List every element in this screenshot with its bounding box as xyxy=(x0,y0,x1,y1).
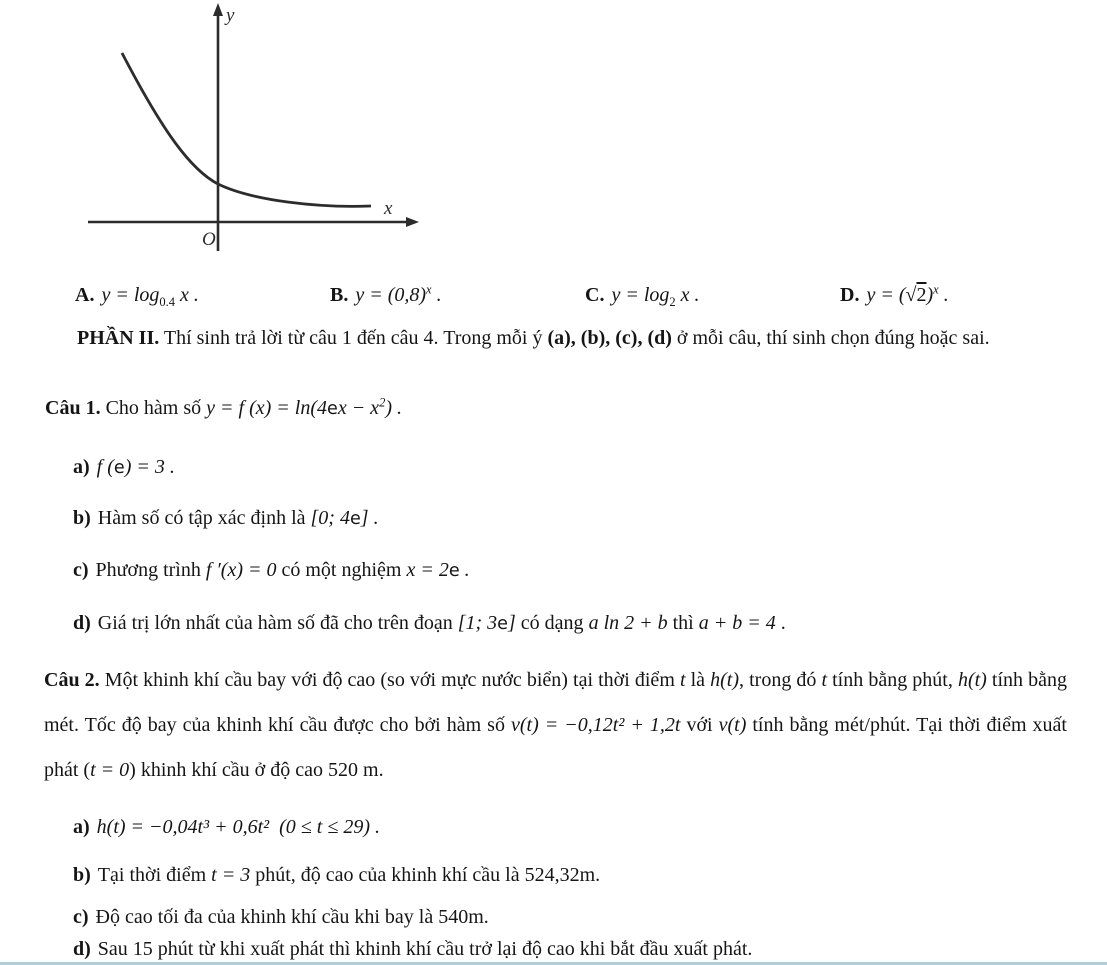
exponential-curve xyxy=(122,53,371,206)
item-label: c) xyxy=(73,559,89,581)
x-axis-label: x xyxy=(384,198,393,219)
math-run: [1; 3 xyxy=(457,612,498,634)
text-run: có dạng xyxy=(515,612,589,634)
cau2-label: Câu 2. xyxy=(44,669,100,691)
option-d-exponent: x xyxy=(933,282,939,297)
math-run: a ln 2 + b xyxy=(588,612,668,634)
text-run: Hàm số có tập xác định là xyxy=(97,507,311,529)
x-axis-arrow-icon xyxy=(406,217,419,227)
math-run: t = 3 xyxy=(211,864,251,886)
math-run: h(t) xyxy=(710,669,740,691)
option-c-formula: y = log xyxy=(611,284,670,306)
cau2-item-d xyxy=(73,938,752,961)
text-run: có một nghiệm xyxy=(276,559,407,581)
math-run: f ′(x) = 0 xyxy=(205,559,277,581)
euler-e: e xyxy=(113,458,125,478)
euler-e: e xyxy=(349,509,361,529)
option-d-radicand: 2 xyxy=(916,284,927,306)
cau1-exponent: 2 xyxy=(379,395,386,410)
text-run: . xyxy=(775,612,786,634)
cau1-formula-1: y = f (x) = ln(4 xyxy=(206,397,327,419)
item-label: d) xyxy=(73,612,91,634)
option-a-formula-end: x . xyxy=(175,284,199,306)
item-label: b) xyxy=(73,507,91,529)
option-d xyxy=(840,284,949,307)
origin-label: O xyxy=(202,229,216,250)
cau1-formula-3: ) . xyxy=(385,397,402,419)
math-run: h(t) = −0,04t³ + 0,6t² (0 ≤ t ≤ 29) . xyxy=(96,816,380,838)
text-run: Tại thời điểm xyxy=(97,864,212,886)
cau2-item-b xyxy=(73,864,600,887)
math-run: a + b = 4 xyxy=(698,612,776,634)
function-graph xyxy=(85,0,425,255)
cau1-item-b xyxy=(73,507,379,530)
option-d-label: D. xyxy=(840,284,860,306)
y-axis-arrow-icon xyxy=(213,3,223,16)
text-run: , trong đó xyxy=(739,669,822,691)
text-run: Một khinh khí cầu bay với độ cao (so với mực nước biển) tại thời điểm xyxy=(99,669,680,691)
math-run: [0; 4 xyxy=(310,507,350,529)
math-run: t xyxy=(679,669,686,691)
option-d-formula-end: . xyxy=(938,284,949,306)
cau1-text: Cho hàm số xyxy=(100,397,207,419)
text-run: thì xyxy=(667,612,699,634)
math-run: f ( xyxy=(96,456,114,478)
cau2-item-c xyxy=(73,906,489,929)
math-run: ] . xyxy=(360,507,379,529)
text-run: tính bằng mét. Tốc độ bay của khinh khí cầu được cho bởi hàm số xyxy=(44,669,1067,736)
euler-e: e xyxy=(326,399,338,419)
cau1-item-c xyxy=(73,559,470,582)
option-b-formula-end: . xyxy=(431,284,442,306)
option-c xyxy=(585,284,700,307)
sqrt-icon: √ xyxy=(905,284,917,306)
part2-instructions xyxy=(44,322,1067,354)
option-b-label: B. xyxy=(330,284,349,306)
math-run: h(t) xyxy=(957,669,987,691)
math-run: v(t) = −0,12t² + 1,2t xyxy=(510,714,681,736)
cau2-header xyxy=(44,658,1067,793)
option-a-label: A. xyxy=(75,284,95,306)
euler-e: e xyxy=(448,561,460,581)
part2-bold-items: (a), (b), (c), (d) xyxy=(547,327,672,349)
part2-text-1: Thí sinh trả lời từ câu 1 đến câu 4. Trong mỗi ý xyxy=(159,327,548,349)
item-label: d) xyxy=(73,938,91,960)
text-run: tính bằng phút, xyxy=(827,669,958,691)
option-c-subscript: 2 xyxy=(669,295,676,309)
math-run: t xyxy=(821,669,828,691)
text-run: với xyxy=(680,714,719,736)
cau1-item-d xyxy=(73,612,786,635)
option-a xyxy=(75,284,199,307)
text-run: Độ cao tối đa của khinh khí cầu khi bay là 540m. xyxy=(95,906,489,928)
cau1-header xyxy=(45,397,402,420)
math-run: v(t) xyxy=(718,714,747,736)
cau1-label: Câu 1. xyxy=(45,397,101,419)
math-run: ) = 3 . xyxy=(124,456,175,478)
text-run: Giá trị lớn nhất của hàm số đã cho trên đoạn xyxy=(97,612,458,634)
option-b xyxy=(330,284,442,307)
part2-heading: PHẦN II. xyxy=(77,327,160,349)
text-run: Phương trình xyxy=(95,559,206,581)
text-run: ) khinh khí cầu ở độ cao 520 m. xyxy=(129,759,384,781)
y-axis-label: y xyxy=(226,5,235,26)
math-run: x = 2 xyxy=(406,559,449,581)
cau2-item-a xyxy=(73,816,380,839)
item-label: a) xyxy=(73,816,90,838)
item-label: c) xyxy=(73,906,89,928)
option-d-formula: y = ( xyxy=(866,284,906,306)
option-c-label: C. xyxy=(585,284,605,306)
part2-text-2: ở mỗi câu, thí sinh chọn đúng hoặc sai. xyxy=(671,327,990,349)
cau1-item-a xyxy=(73,456,175,479)
text-run: Sau 15 phút từ khi xuất phát thì khinh khí cầu trở lại độ cao khi bắt đầu xuất phát. xyxy=(97,938,753,960)
item-label: a) xyxy=(73,456,90,478)
option-b-formula: y = (0,8) xyxy=(355,284,427,306)
text-run: phút, độ cao của khinh khí cầu là 524,32m. xyxy=(250,864,601,886)
text-run: tính bằng mét/phút. Tại thời điểm xuất phát ( xyxy=(44,714,1067,781)
cau1-formula-2: x − x xyxy=(337,397,380,419)
math-run: . xyxy=(459,559,470,581)
option-d-paren: ) xyxy=(926,284,934,306)
option-b-exponent: x xyxy=(426,282,432,297)
option-a-subscript: 0.4 xyxy=(159,295,176,309)
graph-canvas xyxy=(85,0,425,255)
option-c-formula-end: x . xyxy=(675,284,700,306)
math-run: t = 0 xyxy=(90,759,130,781)
euler-e: e xyxy=(497,614,508,634)
math-run: ] xyxy=(508,612,516,634)
option-a-formula: y = log xyxy=(101,284,160,306)
text-run: là xyxy=(685,669,711,691)
item-label: b) xyxy=(73,864,91,886)
